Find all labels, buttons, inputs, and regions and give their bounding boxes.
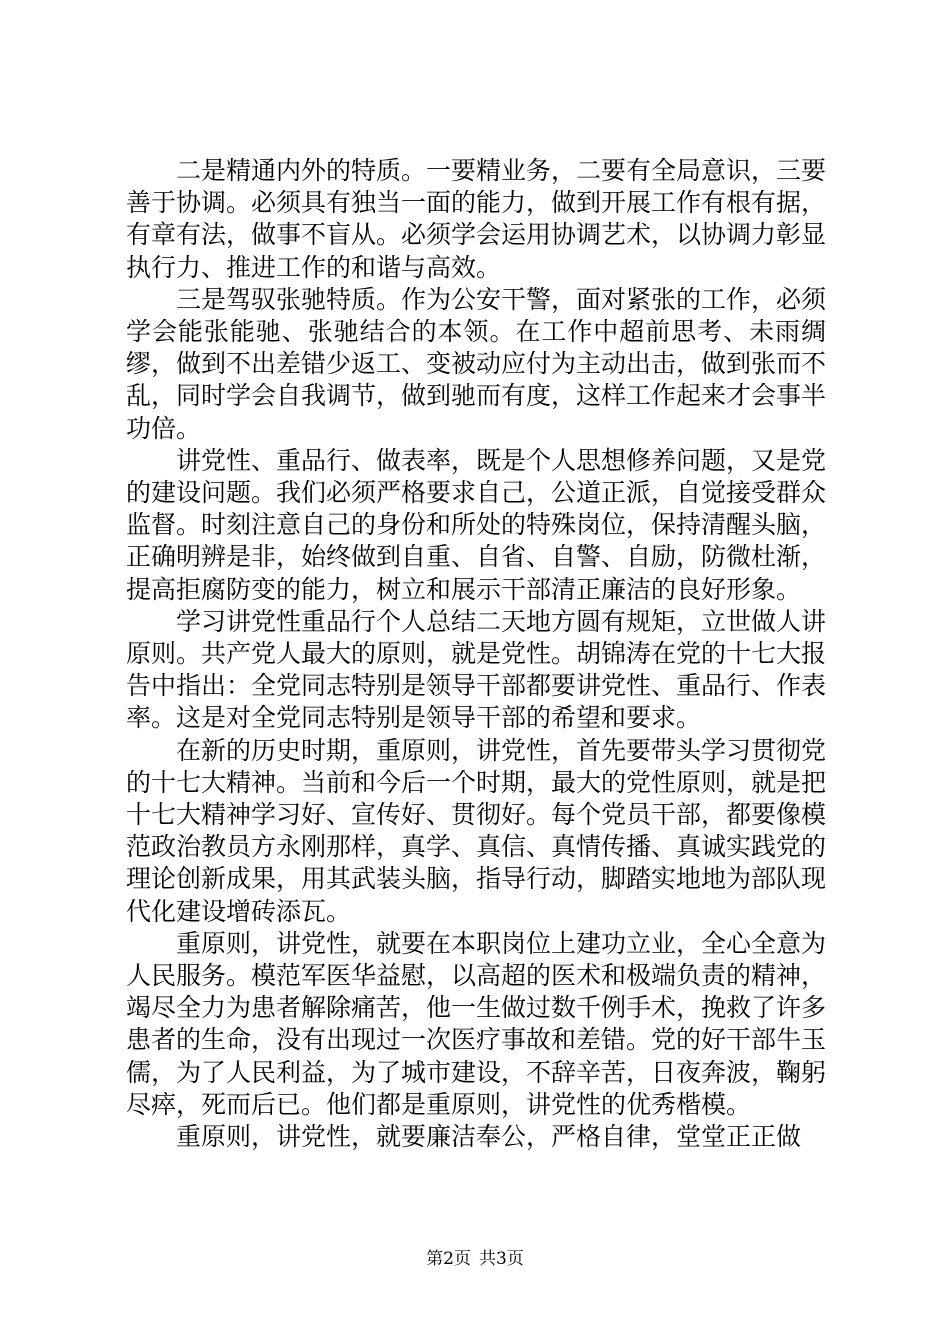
page-number-current: 第2页 xyxy=(426,1249,471,1269)
page-number-total: 共3页 xyxy=(479,1249,524,1269)
paragraph-6: 重原则，讲党性，就要在本职岗位上建功立业，全心全意为人民服务。模范军医华益慰，以高超的医术和极端负责的精神，竭尽全力为患者解除痛苦，他一生做过数千例手术，挽救了许多患者的生命，没有出现过一次医疗事故和差错。党的好干部牛玉儒，为了人民利益，为了城市建设，不辞辛苦，日夜奔波，鞠躬尽瘁，死而后已。他们都是重原则，讲党性的优秀楷模。 xyxy=(126,928,827,1119)
page-footer xyxy=(0,1244,950,1269)
paragraph-1: 二是精通内外的特质。一要精业务，二要有全局意识，三要善于协调。必须具有独当一面的能力，做到开展工作有根有据，有章有法，做事不盲从。必须学会运用协调艺术，以协调力彰显执行力、推进工作的和谐与高效。 xyxy=(126,156,827,282)
paragraph-4: 学习讲党性重品行个人总结二天地方圆有规矩，立世做人讲原则。共产党人最大的原则，就是党性。胡锦涛在党的十七大报告中指出：全党同志特别是领导干部都要讲党性、重品行、作表率。这是对全党同志特别是领导干部的希望和要求。 xyxy=(126,606,827,733)
paragraph-5: 在新的历史时期，重原则，讲党性，首先要带头学习贯彻党的十七大精神。当前和今后一个时期，最大的党性原则，就是把十七大精神学习好、宣传好、贯彻好。每个党员干部，都要像模范政治教员方永刚那样，真学、真信、真情传播、真诚实践党的理论创新成果，用其武装头脑，指导行动，脚踏实地地为部队现代化建设增砖添瓦。 xyxy=(126,735,827,926)
paragraph-3: 讲党性、重品行、做表率，既是个人思想修养问题，又是党的建设问题。我们必须严格要求自己，公道正派，自觉接受群众监督。时刻注意自己的身份和所处的特殊岗位，保持清醒头脑，正确明辨是非，始终做到自重、自省、自警、自励，防微杜渐，提高拒腐防变的能力，树立和展示干部清正廉洁的良好形象。 xyxy=(126,445,827,604)
paragraph-7: 重原则，讲党性，就要廉洁奉公，严格自律，堂堂正正做 xyxy=(176,1122,802,1152)
paragraph-2: 三是驾驭张驰特质。作为公安干警，面对紧张的工作，必须学会能张能驰、张驰结合的本领。在工作中超前思考、未雨绸缪，做到不出差错少返工、变被动应付为主动出击，做到张而不乱，同时学会自我调节，做到驰而有度，这样工作起来才会事半功倍。 xyxy=(126,284,827,443)
document-body xyxy=(126,155,826,1153)
